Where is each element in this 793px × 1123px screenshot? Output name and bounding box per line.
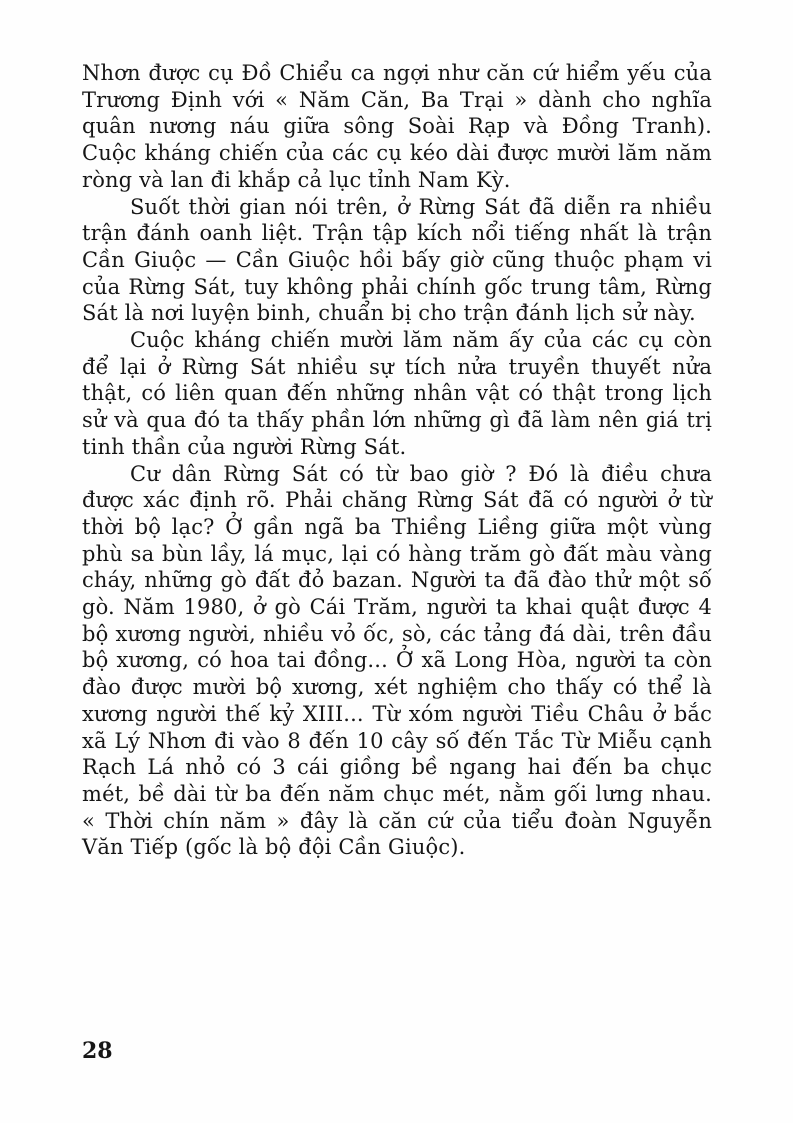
paragraph-3: Cuộc kháng chiến mười lăm năm ấy của các cụ còn để lại ở Rừng Sát nhiều sự tích nửa truyền thuyết nửa thật, có liên quan đến những nhân vật có thật trong lịch sử và qua đó ta thấy phần lớn những gì đã làm nên giá trị tinh thần của người Rừng Sát. bbox=[82, 328, 712, 459]
body-text bbox=[82, 60, 712, 861]
paragraph-2: Suốt thời gian nói trên, ở Rừng Sát đã diễn ra nhiều trận đánh oanh liệt. Trận tập kích nổi tiếng nhất là trận Cần Giuộc — Cần Giuộc hồi bấy giờ cũng thuộc phạm vi của Rừng Sát, tuy không phải chính gốc trung tâm, Rừng Sát là nơi luyện binh, chuẩn bị cho trận đánh lịch sử này. bbox=[82, 194, 712, 326]
paragraph-1: Nhơn được cụ Đồ Chiểu ca ngợi như căn cứ hiểm yếu của Trương Định với « Năm Căn, Ba Trại » dành cho nghĩa quân nương náu giữa sông Soài Rạp và Đồng Tranh). Cuộc kháng chiến của các cụ kéo dài được mười lăm năm ròng và lan đi khắp cả lục tỉnh Nam Kỳ. bbox=[82, 61, 712, 192]
paragraph-4: Cư dân Rừng Sát có từ bao giờ ? Đó là điều chưa được xác định rõ. Phải chăng Rừng Sát đã có người ở từ thời bộ lạc? Ở gần ngã ba Thiềng Liềng giữa một vùng phù sa bùn lầy, lá mục, lại có hàng trăm gò đất màu vàng cháy, những gò đất đỏ bazan. Người ta đã đào thử một số gò. Năm 1980, ở gò Cái Trăm, người ta khai quật được 4 bộ xương người, nhiều vỏ ốc, sò, các tảng đá dài, trên đầu bộ xương, có hoa tai đồng... Ở xã Long Hòa, người ta còn đào được mười bộ xương, xét nghiệm cho thấy có thể là xương người thế kỷ XIII... Từ xóm người Tiều Châu ở bắc xã Lý Nhơn đi vào 8 đến 10 cây số đến Tắc Từ Miễu cạnh Rạch Lá nhỏ có 3 cái giồng bề ngang hai đến ba chục mét, bề dài từ ba đến năm chục mét, nằm gối lưng nhau. « Thời chín năm » đây là căn cứ của tiểu đoàn Nguyễn Văn Tiếp (gốc là bộ đội Cần Giuộc). bbox=[82, 461, 712, 860]
page-number: 28 bbox=[82, 1038, 113, 1064]
